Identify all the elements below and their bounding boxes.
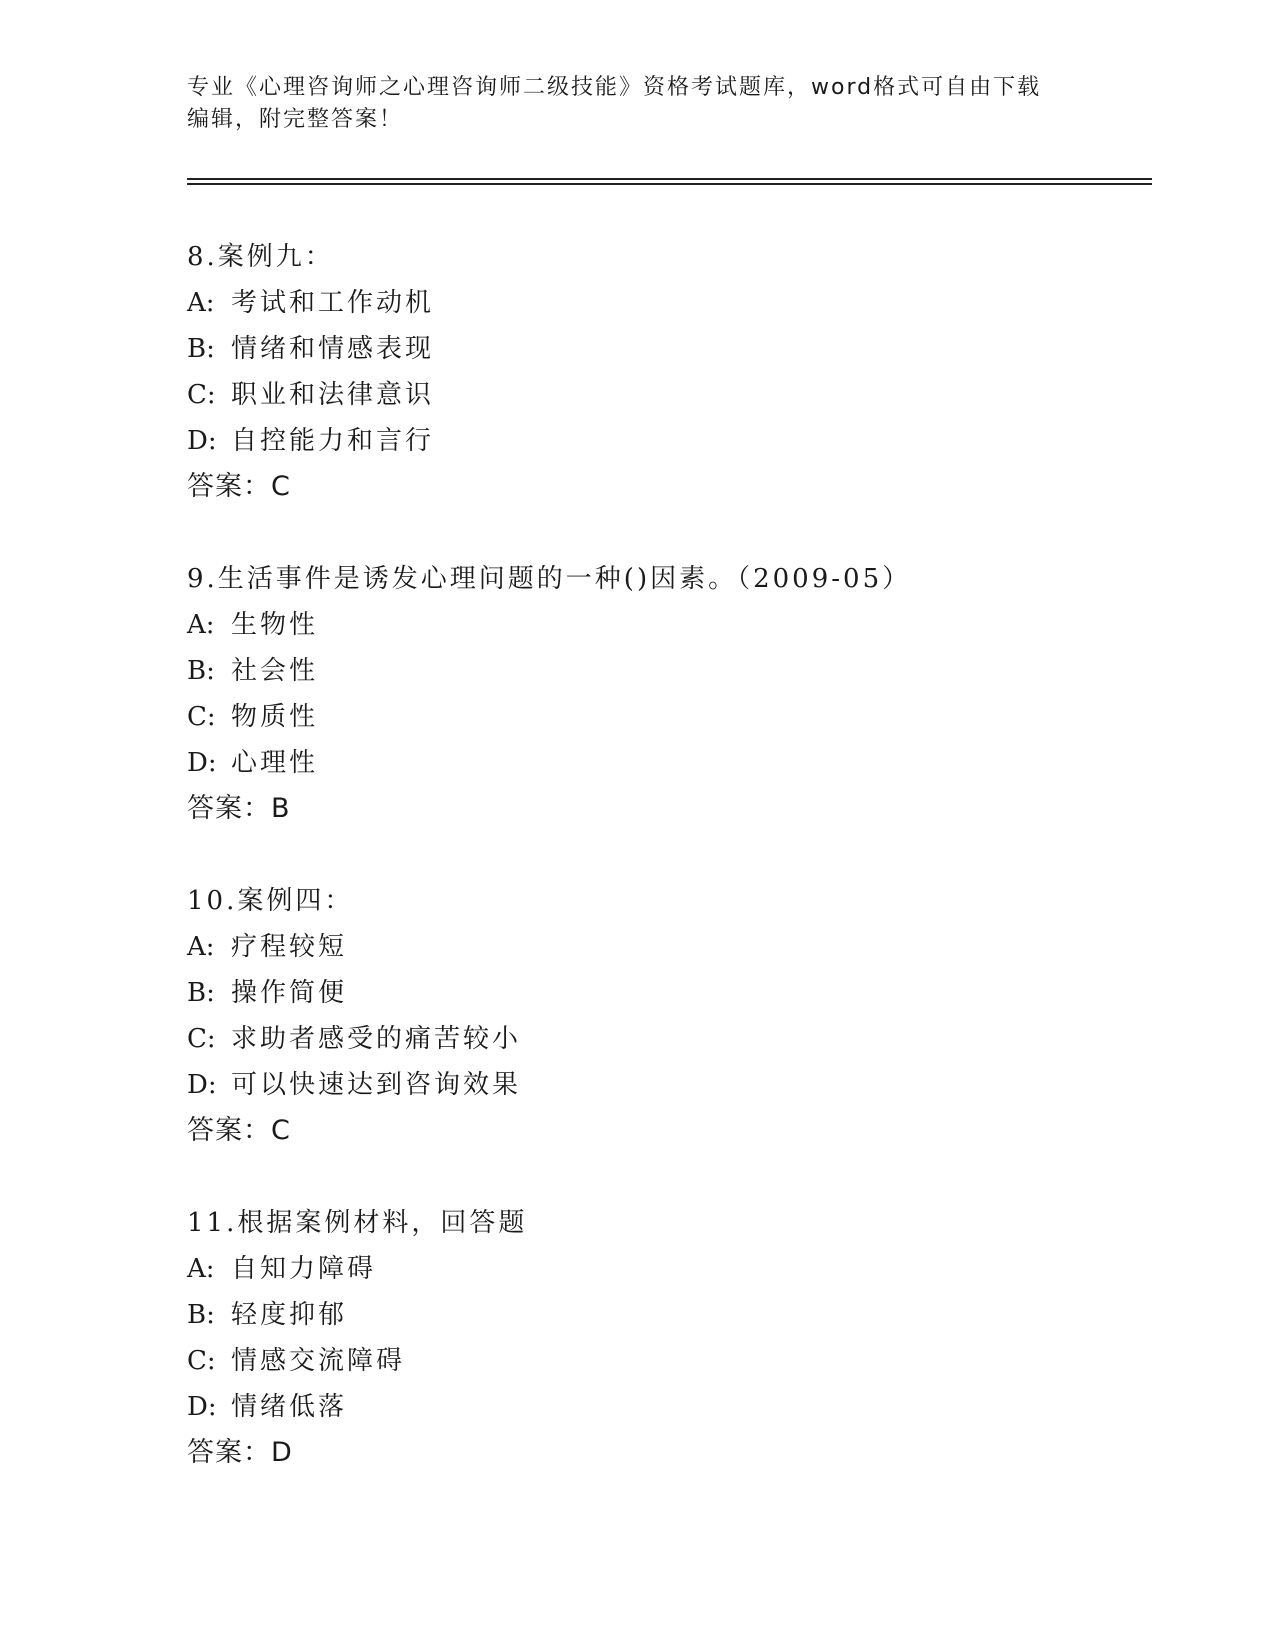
answer-line: 答案：B [187, 793, 291, 824]
option-letter: C: [187, 1024, 216, 1054]
option-letter: D: [187, 748, 217, 778]
document-header [187, 72, 1087, 136]
option-text: 情绪低落 [231, 1392, 348, 1422]
option-text: 情感交流障碍 [231, 1346, 406, 1376]
question-stem: 11.根据案例材料，回答题 [187, 1208, 528, 1238]
option-text: 情绪和情感表现 [231, 334, 435, 364]
question-stem: 10.案例四： [187, 886, 354, 916]
option-letter: D: [187, 426, 217, 456]
question-8 [187, 234, 1147, 510]
option-letter: B: [187, 334, 215, 364]
question-stem: 8.案例九： [187, 242, 334, 272]
option-b [187, 1292, 1147, 1338]
answer-line: 答案：C [187, 471, 291, 502]
header-line-2: 编辑，附完整答案！ [187, 107, 404, 132]
question-9 [187, 556, 1147, 832]
question-11 [187, 1200, 1147, 1476]
option-letter: D: [187, 1392, 217, 1422]
option-text: 自控能力和言行 [231, 426, 435, 456]
header-divider-top [187, 178, 1152, 180]
option-b [187, 970, 1147, 1016]
option-text: 轻度抑郁 [231, 1300, 348, 1330]
option-a [187, 280, 1147, 326]
option-letter: D: [187, 1070, 217, 1100]
header-line-1: 专业《心理咨询师之心理咨询师二级技能》资格考试题库，word格式可自由下载 [187, 75, 1042, 100]
option-letter: A: [187, 1254, 215, 1284]
answer-line: 答案：C [187, 1115, 291, 1146]
answer-line: 答案：D [187, 1437, 293, 1468]
option-text: 考试和工作动机 [231, 288, 435, 318]
question-list [187, 234, 1147, 1522]
option-d [187, 418, 1147, 464]
option-letter: B: [187, 656, 215, 686]
option-text: 求助者感受的痛苦较小 [231, 1024, 522, 1054]
option-text: 社会性 [231, 656, 319, 686]
question-stem: 9.生活事件是诱发心理问题的一种()因素。（2009-05） [187, 564, 912, 594]
option-text: 心理性 [231, 748, 319, 778]
option-text: 生物性 [231, 610, 319, 640]
option-c [187, 1338, 1147, 1384]
option-a [187, 1246, 1147, 1292]
option-a [187, 602, 1147, 648]
option-text: 自知力障碍 [231, 1254, 377, 1284]
option-d [187, 1384, 1147, 1430]
option-c [187, 694, 1147, 740]
option-d [187, 1062, 1147, 1108]
option-letter: C: [187, 1346, 216, 1376]
option-letter: B: [187, 978, 215, 1008]
header-divider-bottom [187, 183, 1152, 185]
option-text: 职业和法律意识 [231, 380, 435, 410]
option-letter: A: [187, 288, 215, 318]
option-letter: C: [187, 702, 216, 732]
question-10 [187, 878, 1147, 1154]
option-text: 物质性 [231, 702, 319, 732]
option-text: 可以快速达到咨询效果 [231, 1070, 522, 1100]
option-b [187, 326, 1147, 372]
option-text: 疗程较短 [231, 932, 348, 962]
option-letter: B: [187, 1300, 215, 1330]
option-text: 操作简便 [231, 978, 348, 1008]
option-letter: A: [187, 610, 215, 640]
option-d [187, 740, 1147, 786]
option-a [187, 924, 1147, 970]
option-c [187, 372, 1147, 418]
option-letter: A: [187, 932, 215, 962]
option-b [187, 648, 1147, 694]
option-c [187, 1016, 1147, 1062]
option-letter: C: [187, 380, 216, 410]
